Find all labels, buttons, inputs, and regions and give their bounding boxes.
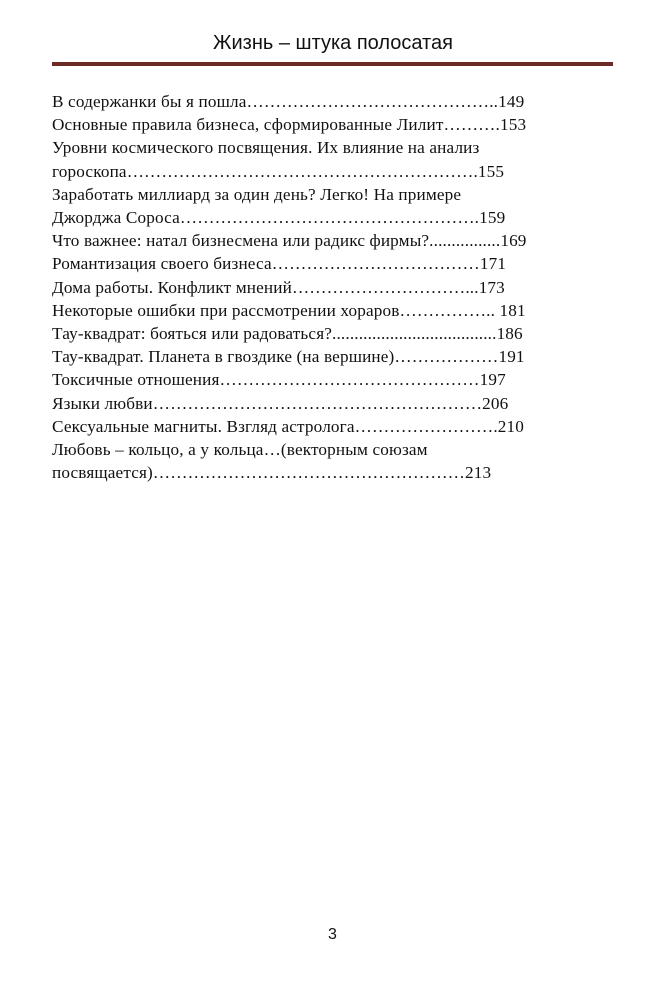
toc-line: Дома работы. Конфликт мнений…………………………...173 [52, 277, 505, 297]
toc-line: Любовь – кольцо, а у кольца…(векторным союзам [52, 440, 428, 460]
toc-entry[interactable] [52, 415, 614, 438]
toc-line: Уровни космического посвящения. Их влияние на анализ [52, 138, 480, 158]
header-rule [52, 62, 613, 66]
toc-entry[interactable] [52, 276, 614, 299]
toc-entry[interactable] [52, 229, 614, 252]
toc-line: Языки любви…………………………………………………206 [52, 393, 509, 413]
toc-line: Сексуальные магниты. Взгляд астролога…………………….210 [52, 416, 525, 436]
toc-line: гороскопа…………………………………………………….155 [52, 161, 505, 181]
toc-line: В содержанки бы я пошла……………………………………..149 [52, 92, 525, 111]
page-number: 3 [328, 926, 337, 943]
toc-line: Тау-квадрат: бояться или радоваться?.....................................186 [52, 324, 523, 344]
toc-entry[interactable] [52, 368, 614, 391]
toc-entry[interactable] [52, 183, 614, 229]
toc-entry[interactable] [52, 252, 614, 275]
toc-entry[interactable] [52, 345, 614, 368]
table-of-contents [52, 90, 614, 484]
toc-entry[interactable] [52, 299, 614, 322]
toc-entry[interactable] [52, 322, 614, 345]
toc-line: посвящается)………………………………………………213 [52, 463, 492, 483]
toc-line: Некоторые ошибки при рассмотрении хораров…………….. 181 [52, 300, 526, 320]
toc-line: Основные правила бизнеса, сформированные Лилит……….153 [52, 115, 527, 135]
toc-line: Что важнее: натал бизнесмена или радикс фирмы?................169 [52, 231, 527, 251]
running-header: Жизнь – штука полосатая [213, 32, 453, 54]
toc-entry[interactable] [52, 113, 614, 136]
toc-line: Тау-квадрат. Планета в гвоздике (на вершине)………………191 [52, 347, 525, 367]
toc-line: Джорджа Сороса…………………………………………….159 [52, 208, 506, 228]
toc-entry[interactable] [52, 438, 614, 484]
toc-entry[interactable] [52, 90, 614, 113]
toc-entry[interactable] [52, 392, 614, 415]
toc-line: Токсичные отношения………………………………………197 [52, 370, 506, 390]
toc-line: Романтизация своего бизнеса………………………………171 [52, 254, 507, 274]
toc-line: Заработать миллиард за один день? Легко! На примере [52, 184, 462, 204]
toc-entry[interactable] [52, 136, 614, 182]
